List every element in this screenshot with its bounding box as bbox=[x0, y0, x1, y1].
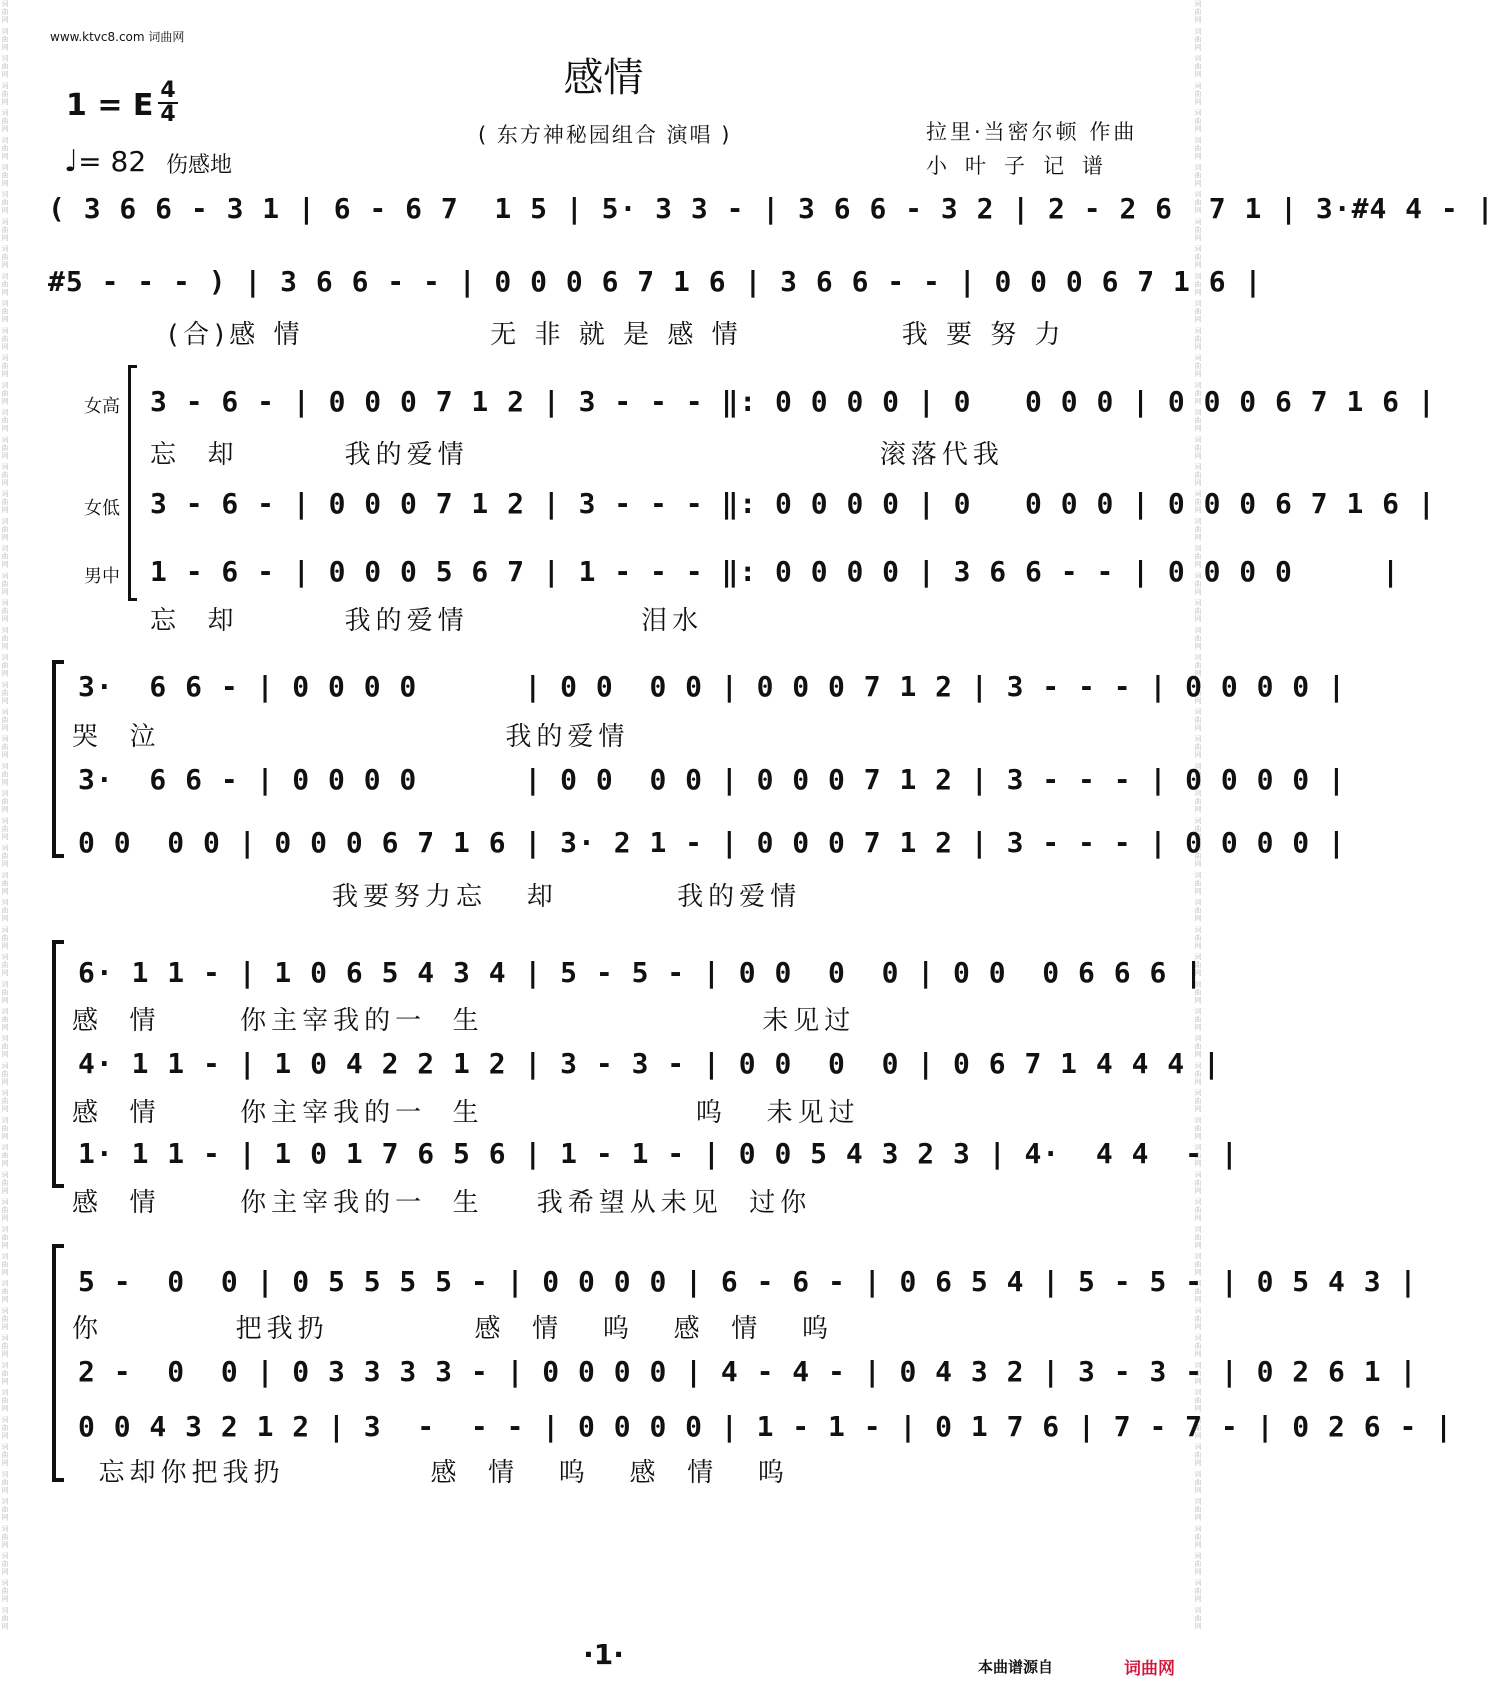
lyric-line: 忘 却 我的爱情 泪水 bbox=[150, 606, 704, 636]
voice-label: 男中 bbox=[84, 566, 120, 587]
page-number: ·1· bbox=[583, 1638, 624, 1671]
watermark-text: 词曲网 词曲网 词曲网 词曲网 词曲网 词曲网 词曲网 词曲网 词曲网 词曲网 词曲网 词曲网 词曲网 词曲网 词曲网 词曲网 词曲网 词曲网 词曲网 词曲网 词曲网 词曲网 词曲网 词曲网 词曲网 词曲网 词曲网 词曲网 词曲网 词曲网 词曲网 词曲网 词曲网 词曲网 词曲网 词曲网 词曲网 词曲网 词曲网 词曲网 词曲网 词曲网 词曲网 词曲网 词曲网 词曲网 词曲网 词曲网 词曲网 词曲网 词曲网 词曲网 词曲网 词曲网 词曲网 词曲网 词曲网 词曲网 词曲网 词曲网 bbox=[1194, 0, 1202, 1631]
score-row: 3 - 6 - | 0 0 0 7 1 2 | 3 - - - ‖: 0 0 0 0 | 0 0 0 0 | 0 0 0 6 7 1 6 | bbox=[150, 385, 1436, 418]
score-row: 4· 1 1 - | 1 0 4 2 2 1 2 | 3 - 3 - | 0 0 0 0 | 0 6 7 1 4 4 4 | bbox=[78, 1047, 1221, 1080]
score-row: 6· 1 1 - | 1 0 6 5 4 3 4 | 5 - 5 - | 0 0 0 0 | 0 0 0 6 6 6 | bbox=[78, 956, 1204, 989]
score-row: 5 - 0 0 | 0 5 5 5 5 - | 0 0 0 0 | 6 - 6 - | 0 6 5 4 | 5 - 5 - | 0 5 4 3 | bbox=[78, 1265, 1418, 1298]
lyric-line: 忘 却 我的爱情 滚落代我 bbox=[150, 440, 1004, 470]
system-bracket bbox=[52, 940, 64, 1188]
voice-label: 女低 bbox=[84, 498, 120, 519]
voice-label: 女高 bbox=[84, 396, 120, 417]
system-bracket bbox=[52, 1244, 64, 1482]
tempo-marking bbox=[64, 144, 146, 179]
score-row: 0 0 4 3 2 1 2 | 3 - - - | 0 0 0 0 | 1 - 1 - | 0 1 7 6 | 7 - 7 - | 0 2 6 - | bbox=[78, 1410, 1454, 1443]
lyric-line: 哭 泣 我的爱情 bbox=[72, 722, 630, 752]
watermark-text: 词曲网 词曲网 词曲网 词曲网 词曲网 词曲网 词曲网 词曲网 词曲网 词曲网 词曲网 词曲网 词曲网 词曲网 词曲网 词曲网 词曲网 词曲网 词曲网 词曲网 词曲网 词曲网 词曲网 词曲网 词曲网 词曲网 词曲网 词曲网 词曲网 词曲网 词曲网 词曲网 词曲网 词曲网 词曲网 词曲网 词曲网 词曲网 词曲网 词曲网 词曲网 词曲网 词曲网 词曲网 词曲网 词曲网 词曲网 词曲网 词曲网 词曲网 词曲网 词曲网 词曲网 词曲网 词曲网 词曲网 词曲网 词曲网 词曲网 词曲网 bbox=[1, 0, 9, 1631]
score-row: 1 - 6 - | 0 0 0 5 6 7 | 1 - - - ‖: 0 0 0 0 | 3 6 6 - - | 0 0 0 0 | bbox=[150, 555, 1401, 588]
composer-credit: 拉里·当密尔顿 作曲 bbox=[926, 120, 1138, 144]
source-url: www.ktvc8.com 词曲网 bbox=[50, 30, 185, 44]
footer-logo[interactable]: 词曲网 bbox=[1124, 1659, 1175, 1679]
left-watermark-strip bbox=[0, 0, 14, 1704]
score-row: 3· 6 6 - | 0 0 0 0 | 0 0 0 0 | 0 0 0 7 1 2 | 3 - - - | 0 0 0 0 | bbox=[78, 763, 1346, 796]
lyric-line: 你 把我扔 感 情 呜 感 情 呜 bbox=[72, 1314, 833, 1344]
performer-credit: ( 东方神秘园组合 演唱 ) bbox=[478, 123, 732, 147]
song-title: 感情 bbox=[563, 55, 644, 101]
score-row: 2 - 0 0 | 0 3 3 3 3 - | 0 0 0 0 | 4 - 4 - | 0 4 3 2 | 3 - 3 - | 0 2 6 1 | bbox=[78, 1355, 1418, 1388]
lyric-line: 忘却你把我扔 感 情 呜 感 情 呜 bbox=[72, 1458, 789, 1488]
lyric-line: 感 情 你主宰我的一 生 我希望从未见 过你 bbox=[72, 1188, 812, 1218]
footer-source-text: 本曲谱源自 bbox=[978, 1658, 1054, 1676]
system-bracket bbox=[128, 365, 137, 601]
lyric-line: (合)感 情 无 非 就 是 感 情 我 要 努 力 bbox=[168, 320, 1066, 350]
tempo-value: = 82 bbox=[78, 145, 147, 178]
mood-marking: 伤感地 bbox=[166, 153, 233, 178]
system-bracket bbox=[52, 660, 64, 858]
transcriber-credit: 小叶子记谱 bbox=[926, 154, 1121, 178]
score-row: ( 3 6 6 - 3 1 | 6 - 6 7 1 5 | 5· 3 3 - | 3 6 6 - 3 2 | 2 - 2 6 7 1 | 3·#4 4 - | bbox=[48, 192, 1494, 225]
lyric-line: 感 情 你主宰我的一 生 呜 未见过 bbox=[72, 1098, 860, 1128]
time-signature bbox=[158, 80, 178, 126]
time-signature-top: 4 bbox=[158, 80, 178, 104]
quarter-note-icon: ♩ bbox=[64, 144, 79, 179]
score-row: 3 - 6 - | 0 0 0 7 1 2 | 3 - - - ‖: 0 0 0 0 | 0 0 0 0 | 0 0 0 6 7 1 6 | bbox=[150, 487, 1436, 520]
score-row: 1· 1 1 - | 1 0 1 7 6 5 6 | 1 - 1 - | 0 0 5 4 3 2 3 | 4· 4 4 - | bbox=[78, 1137, 1239, 1170]
score-row: 0 0 0 0 | 0 0 0 6 7 1 6 | 3· 2 1 - | 0 0 0 7 1 2 | 3 - - - | 0 0 0 0 | bbox=[78, 826, 1346, 859]
time-signature-bottom: 4 bbox=[160, 102, 176, 127]
score-row: 3· 6 6 - | 0 0 0 0 | 0 0 0 0 | 0 0 0 7 1 2 | 3 - - - | 0 0 0 0 | bbox=[78, 670, 1346, 703]
key-signature: 1 = E bbox=[66, 88, 154, 123]
score-row: #5 - - - ) | 3 6 6 - - | 0 0 0 6 7 1 6 | 3 6 6 - - | 0 0 0 6 7 1 6 | bbox=[48, 265, 1263, 298]
lyric-line: 感 情 你主宰我的一 生 未见过 bbox=[72, 1006, 856, 1036]
lyric-line: 我要努力忘 却 我的爱情 bbox=[332, 882, 802, 912]
